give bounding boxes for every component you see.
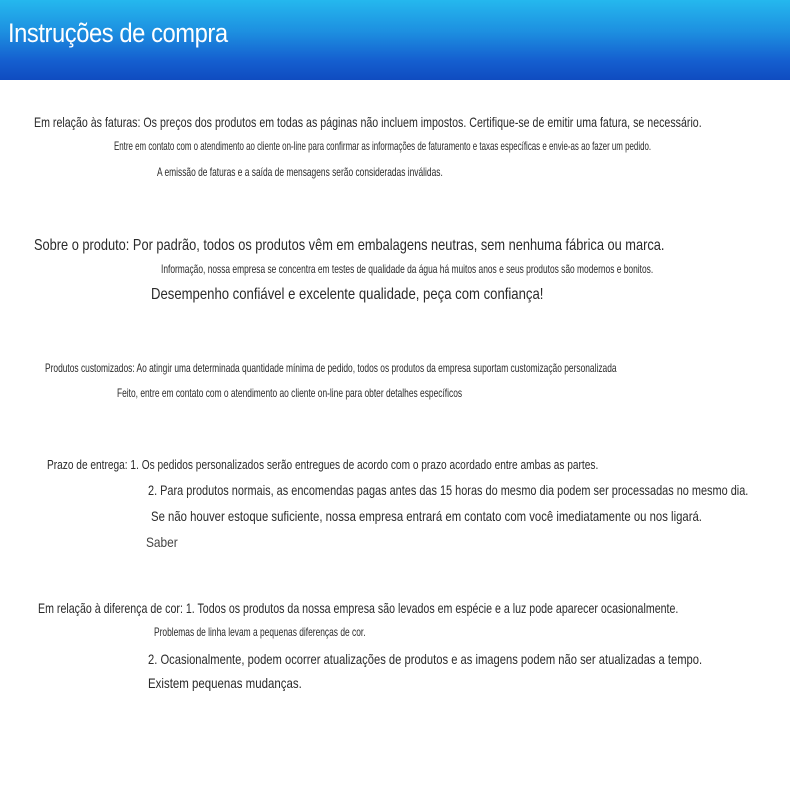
page-header <box>0 0 790 80</box>
color-line-4: Existem pequenas mudanças. <box>148 675 302 691</box>
delivery-line-1: Prazo de entrega: 1. Os pedidos personalizados serão entregues de acordo com o prazo acordado entre ambas as partes. <box>47 457 599 472</box>
color-line-1: Em relação à diferença de cor: 1. Todos os produtos da nossa empresa são levados em espécie e a luz pode aparecer ocasionalmente. <box>38 600 679 616</box>
delivery-line-4: Saber <box>146 534 178 550</box>
product-line-3: Desempenho confiável e excelente qualidade, peça com confiança! <box>151 286 544 303</box>
color-line-3: 2. Ocasionalmente, podem ocorrer atualizações de produtos e as imagens podem não ser atualizadas a tempo. <box>148 651 703 667</box>
delivery-line-3: Se não houver estoque suficiente, nossa empresa entrará em contato com você imediatamente ou nos ligará. <box>151 508 702 524</box>
product-line-2: Informação, nossa empresa se concentra em testes de qualidade da água há muitos anos e seus produtos são modernos e bonitos. <box>161 262 654 276</box>
page-title: Instruções de compra <box>8 18 228 48</box>
invoice-line-2: Entre em contato com o atendimento ao cliente on-line para confirmar as informações de faturamento e taxas específicas e envie-as ao fazer um pedido. <box>114 139 652 153</box>
custom-line-1: Produtos customizados: Ao atingir uma determinada quantidade mínima de pedido, todos os produtos da empresa suportam customização personalizada <box>45 361 617 375</box>
invoice-line-1: Em relação às faturas: Os preços dos produtos em todas as páginas não incluem impostos. Certifique-se de emitir uma fatura, se necessário. <box>34 114 702 130</box>
delivery-line-2: 2. Para produtos normais, as encomendas pagas antes das 15 horas do mesmo dia podem ser processadas no mesmo dia. <box>148 482 749 498</box>
color-line-2: Problemas de linha levam a pequenas diferenças de cor. <box>154 625 366 639</box>
product-line-1: Sobre o produto: Por padrão, todos os produtos vêm em embalagens neutras, sem nenhuma fábrica ou marca. <box>34 237 665 254</box>
custom-line-2: Feito, entre em contato com o atendimento ao cliente on-line para obter detalhes específicos <box>117 386 463 400</box>
invoice-line-3: A emissão de faturas e a saída de mensagens serão consideradas inválidas. <box>157 165 443 179</box>
